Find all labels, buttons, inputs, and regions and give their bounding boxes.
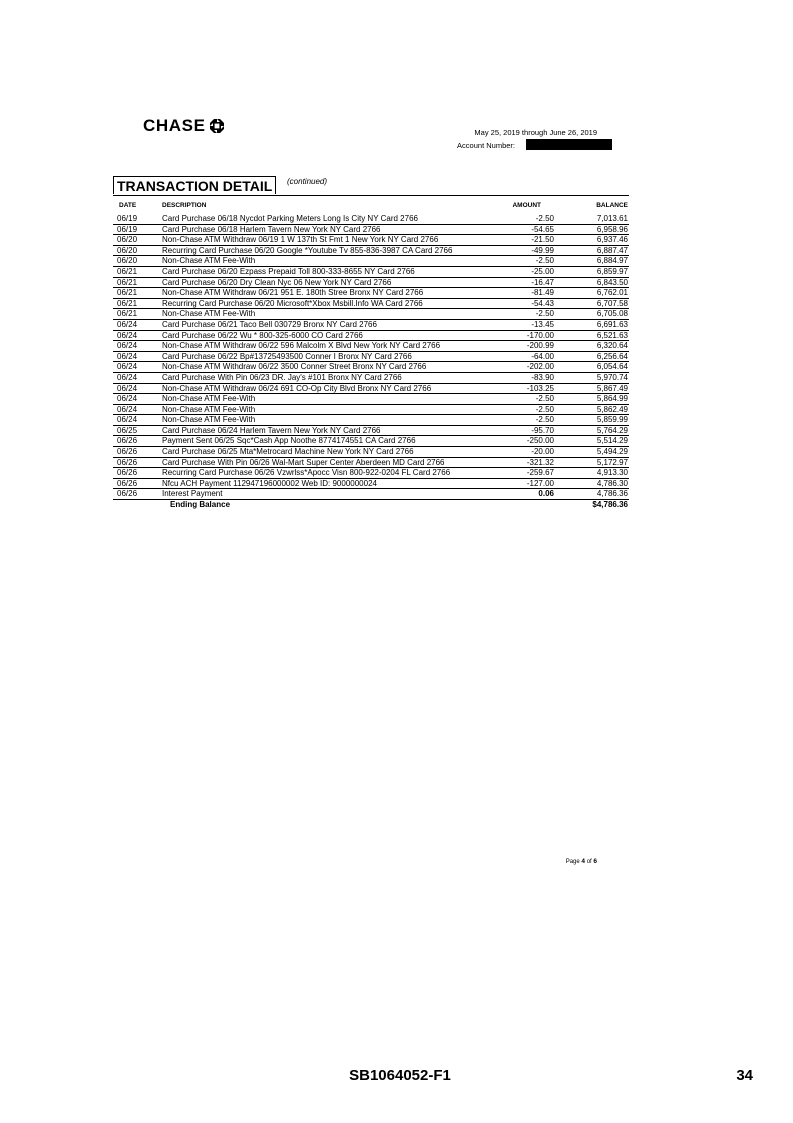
- transaction-balance: 7,013.61: [596, 214, 628, 223]
- transaction-amount: -259.67: [526, 468, 554, 478]
- transaction-date: 06/24: [117, 404, 138, 414]
- statement-period: May 25, 2019 through June 26, 2019: [474, 128, 597, 137]
- transaction-description: Card Purchase With Pin 06/26 Wal-Mart Super Center Aberdeen MD Card 2766: [162, 457, 445, 467]
- transaction-amount: -16.47: [531, 277, 554, 287]
- transaction-description: Recurring Card Purchase 06/20 Microsoft*Xbox Msbill.Info WA Card 2766: [162, 298, 423, 308]
- transaction-balance: 5,494.29: [596, 447, 628, 457]
- page-total: 6: [593, 858, 597, 865]
- transaction-date: 06/24: [117, 330, 138, 340]
- transaction-balance: 6,521.63: [596, 330, 628, 340]
- transaction-balance: 5,514.29: [596, 436, 628, 446]
- transaction-amount: -95.70: [531, 425, 554, 435]
- transaction-date: 06/20: [117, 235, 138, 245]
- table-row: [113, 331, 629, 342]
- table-row: [113, 278, 629, 289]
- transaction-description: Card Purchase 06/20 Dry Clean Nyc 06 New York NY Card 2766: [162, 277, 392, 287]
- transaction-description: Card Purchase 06/18 Harlem Tavern New York NY Card 2766: [162, 224, 381, 234]
- transaction-amount: -321.32: [526, 457, 554, 467]
- transaction-detail-section: [113, 176, 629, 511]
- transaction-amount: -103.25: [526, 383, 554, 393]
- transaction-amount: -202.00: [526, 362, 554, 372]
- table-row: [113, 309, 629, 320]
- transaction-description: Card Purchase 06/21 Taco Bell 030729 Bronx NY Card 2766: [162, 319, 377, 329]
- transaction-date: 06/24: [117, 383, 138, 393]
- transaction-description: Card Purchase 06/24 Harlem Tavern New York NY Card 2766: [162, 425, 381, 435]
- account-number-label: Account Number:: [457, 141, 515, 150]
- table-row: [113, 458, 629, 469]
- transaction-date: 06/21: [117, 288, 138, 298]
- transaction-amount: -2.50: [535, 404, 554, 414]
- transaction-description: Non-Chase ATM Fee-With: [162, 394, 256, 404]
- table-row: [113, 479, 629, 490]
- table-row: [113, 436, 629, 447]
- transaction-amount: -54.43: [531, 298, 554, 308]
- table-row: [113, 384, 629, 395]
- column-headers: [113, 202, 629, 214]
- transaction-amount: -127.00: [526, 478, 554, 488]
- table-row: [113, 235, 629, 246]
- section-title: TRANSACTION DETAIL: [113, 176, 276, 194]
- transaction-description: Card Purchase 06/25 Mta*Metrocard Machine New York NY Card 2766: [162, 447, 414, 457]
- transaction-balance: 6,691.63: [596, 319, 628, 329]
- table-row: [113, 447, 629, 458]
- table-row: [113, 299, 629, 310]
- transaction-date: 06/26: [117, 436, 138, 446]
- transaction-amount: -54.65: [531, 224, 554, 234]
- section-header: [113, 176, 629, 196]
- transaction-balance: 5,859.99: [596, 415, 628, 425]
- transaction-date: 06/19: [117, 224, 138, 234]
- transaction-description: Card Purchase 06/22 Wu * 800-325-6000 CO Card 2766: [162, 330, 363, 340]
- transaction-date: 06/19: [117, 214, 138, 223]
- transaction-balance: 6,256.64: [596, 351, 628, 361]
- table-row: [113, 341, 629, 352]
- column-header-date: DATE: [119, 202, 137, 209]
- transaction-date: 06/24: [117, 415, 138, 425]
- transaction-date: 06/24: [117, 319, 138, 329]
- transaction-description: Non-Chase ATM Withdraw 06/19 1 W 137th St Fmt 1 New York NY Card 2766: [162, 235, 439, 245]
- table-row: [113, 267, 629, 278]
- transaction-description: Interest Payment: [162, 489, 223, 499]
- transaction-description: Non-Chase ATM Withdraw 06/22 3500 Conner Street Bronx NY Card 2766: [162, 362, 427, 372]
- transaction-amount: -64.00: [531, 351, 554, 361]
- transaction-balance: 6,843.50: [596, 277, 628, 287]
- table-row: [113, 362, 629, 373]
- table-row: [113, 426, 629, 437]
- transaction-description: Payment Sent 06/25 Sqc*Cash App Noothe 8774174551 CA Card 2766: [162, 436, 416, 446]
- transaction-description: Recurring Card Purchase 06/26 Vzwrlss*Apocc Visn 800-922-0204 FL Card 2766: [162, 468, 451, 478]
- transaction-balance: 6,762.01: [596, 288, 628, 298]
- transaction-description: Non-Chase ATM Fee-With: [162, 256, 256, 266]
- transaction-date: 06/24: [117, 351, 138, 361]
- transaction-amount: -81.49: [531, 288, 554, 298]
- page-prefix: Page: [565, 859, 580, 865]
- chase-logo: [143, 116, 225, 136]
- transaction-description: Card Purchase 06/20 Ezpass Prepaid Toll 800-333-8655 NY Card 2766: [162, 266, 415, 276]
- table-row: [113, 288, 629, 299]
- chase-octagon-icon: [209, 118, 225, 134]
- transaction-date: 06/26: [117, 478, 138, 488]
- transaction-date: 06/21: [117, 266, 138, 276]
- page-current: 4: [581, 858, 586, 865]
- table-row: [113, 225, 629, 236]
- transaction-date: 06/21: [117, 298, 138, 308]
- table-row: [113, 373, 629, 384]
- document-id: SB1064052-F1: [349, 1067, 451, 1084]
- transaction-amount: -2.50: [535, 214, 554, 223]
- transaction-date: 06/24: [117, 394, 138, 404]
- section-continued-note: (continued): [287, 177, 328, 186]
- transaction-date: 06/25: [117, 425, 138, 435]
- footer-page-number: 34: [736, 1067, 753, 1084]
- ending-balance-label: Ending Balance: [170, 500, 231, 510]
- transaction-amount: -2.50: [535, 394, 554, 404]
- transaction-balance: 5,864.99: [596, 394, 628, 404]
- transaction-amount: -83.90: [531, 372, 554, 382]
- column-header-balance: BALANCE: [596, 202, 628, 209]
- ending-balance-value: $4,786.36: [592, 500, 628, 510]
- transaction-date: 06/24: [117, 372, 138, 382]
- transaction-amount: -250.00: [526, 436, 554, 446]
- table-row: [113, 489, 629, 500]
- transaction-date: 06/21: [117, 309, 138, 319]
- transaction-balance: 6,884.97: [596, 256, 628, 266]
- transaction-balance: 4,913.30: [596, 468, 628, 478]
- transaction-balance: 4,786.36: [596, 489, 628, 499]
- transaction-date: 06/26: [117, 489, 138, 499]
- transaction-description: Non-Chase ATM Withdraw 06/21 951 E. 180th Stree Bronx NY Card 2766: [162, 288, 424, 298]
- transaction-amount: -49.99: [531, 245, 554, 255]
- page-of: of: [586, 859, 592, 865]
- transaction-balance: 6,705.08: [596, 309, 628, 319]
- table-row: [113, 256, 629, 267]
- page-indicator: [530, 858, 597, 865]
- transaction-amount: -2.50: [535, 415, 554, 425]
- transaction-description: Non-Chase ATM Fee-With: [162, 415, 256, 425]
- table-row: [113, 214, 629, 225]
- transaction-balance: 6,887.47: [596, 245, 628, 255]
- transaction-balance: 6,320.64: [596, 341, 628, 351]
- table-row: [113, 415, 629, 426]
- transaction-description: Non-Chase ATM Fee-With: [162, 404, 256, 414]
- table-row: [113, 246, 629, 257]
- transaction-amount: -21.50: [531, 235, 554, 245]
- brand-name: CHASE: [143, 116, 206, 135]
- column-header-amount: AMOUNT: [512, 202, 541, 209]
- transaction-date: 06/26: [117, 447, 138, 457]
- transaction-date: 06/20: [117, 256, 138, 266]
- transaction-balance: 6,054.64: [596, 362, 628, 372]
- transaction-balance: 5,867.49: [596, 383, 628, 393]
- table-row: [113, 352, 629, 363]
- transaction-amount: -200.99: [526, 341, 554, 351]
- transaction-amount: -13.45: [531, 319, 554, 329]
- transaction-balance: 6,958.96: [596, 224, 628, 234]
- transaction-balance: 5,172.97: [596, 457, 628, 467]
- transaction-balance: 4,786.30: [596, 478, 628, 488]
- ending-balance-row: [113, 500, 629, 511]
- table-row: [113, 405, 629, 416]
- transaction-balance: 6,859.97: [596, 266, 628, 276]
- transaction-amount: -2.50: [535, 309, 554, 319]
- transaction-list: [113, 214, 629, 500]
- transaction-balance: 5,862.49: [596, 404, 628, 414]
- transaction-date: 06/24: [117, 341, 138, 351]
- transaction-description: Nfcu ACH Payment 112947196000002 Web ID: 9000000024: [162, 478, 377, 488]
- transaction-description: Recurring Card Purchase 06/20 Google *Youtube Tv 855-836-3987 CA Card 2766: [162, 245, 453, 255]
- transaction-description: Card Purchase With Pin 06/23 DR. Jay's #101 Bronx NY Card 2766: [162, 372, 402, 382]
- transaction-date: 06/20: [117, 245, 138, 255]
- table-row: [113, 320, 629, 331]
- transaction-date: 06/21: [117, 277, 138, 287]
- transaction-amount: -25.00: [531, 266, 554, 276]
- transaction-amount: 0.06: [538, 489, 554, 499]
- transaction-description: Card Purchase 06/22 Bp#13725493500 Conner I Bronx NY Card 2766: [162, 351, 412, 361]
- transaction-date: 06/24: [117, 362, 138, 372]
- table-row: [113, 468, 629, 479]
- transaction-description: Non-Chase ATM Withdraw 06/24 691 CO-Op City Blvd Bronx NY Card 2766: [162, 383, 432, 393]
- table-row: [113, 394, 629, 405]
- transaction-balance: 5,970.74: [596, 372, 628, 382]
- transaction-balance: 6,937.46: [596, 235, 628, 245]
- transaction-date: 06/26: [117, 457, 138, 467]
- transaction-balance: 6,707.58: [596, 298, 628, 308]
- transaction-date: 06/26: [117, 468, 138, 478]
- transaction-amount: -20.00: [531, 447, 554, 457]
- transaction-balance: 5,764.29: [596, 425, 628, 435]
- transaction-description: Non-Chase ATM Withdraw 06/22 596 Malcolm X Blvd New York NY Card 2766: [162, 341, 441, 351]
- transaction-description: Non-Chase ATM Fee-With: [162, 309, 256, 319]
- transaction-amount: -2.50: [535, 256, 554, 266]
- redacted-account-number: [526, 139, 612, 150]
- transaction-description: Card Purchase 06/18 Nycdot Parking Meters Long Is City NY Card 2766: [162, 214, 418, 223]
- column-header-description: DESCRIPTION: [162, 202, 207, 209]
- transaction-amount: -170.00: [526, 330, 554, 340]
